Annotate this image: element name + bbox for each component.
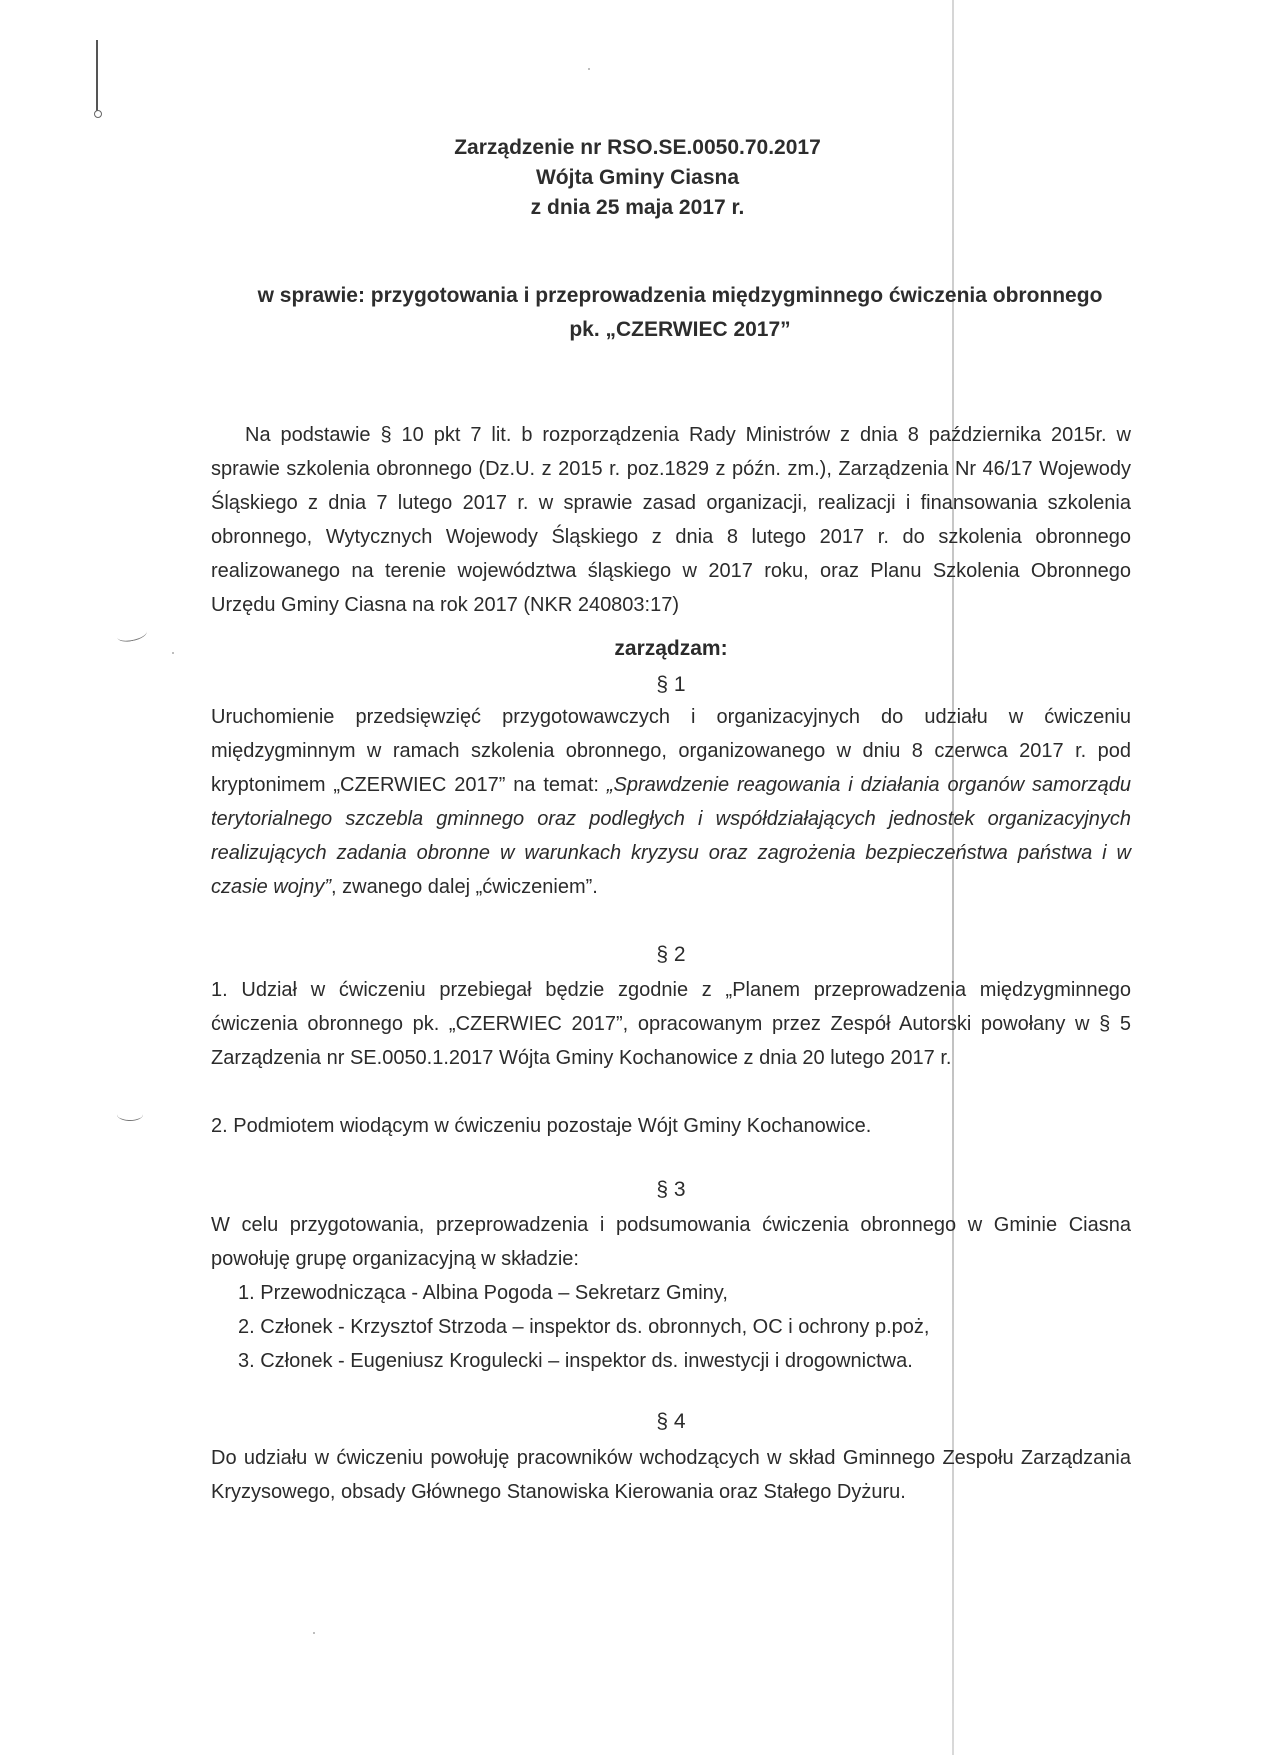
list-item: 2. Członek - Krzysztof Strzoda – inspektor ds. obronnych, OC i ochrony p.poż, xyxy=(238,1316,930,1338)
legal-basis-paragraph: Na podstawie § 10 pkt 7 lit. b rozporządzenia Rady Ministrów z dnia 8 października 2015r. w sprawie szkolenia obronnego (Dz.U. z 2015 r. poz.1829 z późn. zm.), Zarządzenia Nr 46/17 Wojewody Śląskiego z dnia 7 lutego 2017 r. w sprawie zasad organizacji, realizacji i finansowania szkolenia obronnego, Wytycznych Wojewody Śląskiego z dnia 8 lutego 2017 r. do szkolenia obronnego realizowanego na terenie województwa śląskiego w 2017 roku, oraz Planu Szkolenia Obronnego Urzędu Gminy Ciasna na rok 2017 (NKR 240803:17) xyxy=(211,424,1131,616)
list-item: 1. Przewodnicząca - Albina Pogoda – Sekretarz Gminy, xyxy=(238,1282,728,1304)
document-subject xyxy=(200,279,1160,347)
scan-speck xyxy=(588,68,590,70)
list-item: 3. Członek - Eugeniusz Krogulecki – inspektor ds. inwestycji i drogownictwa. xyxy=(238,1350,913,1372)
decree-word: zarządzam: xyxy=(614,637,728,660)
section-2-point-2: 2. Podmiotem wiodącym w ćwiczeniu pozostaje Wójt Gminy Kochanowice. xyxy=(211,1115,872,1137)
subject-line: w sprawie: przygotowania i przeprowadzenia międzygminnego ćwiczenia obronnego xyxy=(257,284,1103,307)
scan-speck xyxy=(313,1632,315,1634)
section-heading-2: § 2 xyxy=(656,943,686,966)
subject-line: pk. „CZERWIEC 2017” xyxy=(569,318,791,341)
margin-pen-mark xyxy=(96,40,98,114)
title-line: Wójta Gminy Ciasna xyxy=(535,166,740,189)
scan-speck xyxy=(172,652,174,654)
organizing-group-list xyxy=(238,1276,1138,1378)
section-heading-3: § 3 xyxy=(656,1178,686,1201)
title-line: Zarządzenie nr RSO.SE.0050.70.2017 xyxy=(454,136,821,159)
title-line: z dnia 25 maja 2017 r. xyxy=(530,196,745,219)
section-1-paragraph xyxy=(211,700,1131,904)
section-2-point-1: 1. Udział w ćwiczeniu przebiegał będzie zgodnie z „Planem przeprowadzenia międzygminnego ćwiczenia obronnego pk. „CZERWIEC 2017”, opracowanym przez Zespół Autorski powołany w § 5 Zarządzenia nr SE.0050.1.2017 Wójta Gminy Kochanowice z dnia 20 lutego 2017 r. xyxy=(211,979,1131,1069)
document-title xyxy=(0,133,1275,223)
section-heading-4: § 4 xyxy=(656,1410,686,1433)
section-1-text-start: Uruchomienie przedsięwzięć przygotowawczych i organizacyjnych do udziału w ćwiczeniu międzygminnym w ramach szkolenia obronnego, organizowanego w dniu 8 czerwca 2017 r. pod kryptonimem „CZERWIEC 2017” na temat: xyxy=(211,706,1131,796)
margin-scribble-mark xyxy=(116,625,148,644)
section-1-exercise-topic: „Sprawdzenie reagowania i działania organów samorządu terytorialnego szczebla gminnego oraz podległych i współdziałających jednostek organizacyjnych realizujących zadania obronne w warunkach kryzysu oraz zagrożenia bezpieczeństwa państwa i w czasie wojny” xyxy=(211,774,1131,898)
section-4-paragraph: Do udziału w ćwiczeniu powołuję pracowników wchodzących w skład Gminnego Zespołu Zarządzania Kryzysowego, obsady Głównego Stanowiska Kierowania oraz Stałego Dyżuru. xyxy=(211,1447,1131,1503)
section-heading-1: § 1 xyxy=(656,673,686,696)
margin-pen-mark-tip xyxy=(94,110,102,118)
section-1-text-end: , zwanego dalej „ćwiczeniem”. xyxy=(331,876,598,898)
section-3-intro: W celu przygotowania, przeprowadzenia i podsumowania ćwiczenia obronnego w Gminie Ciasna powołuję grupę organizacyjną w składzie: xyxy=(211,1214,1131,1270)
margin-scribble-mark xyxy=(117,1108,143,1121)
